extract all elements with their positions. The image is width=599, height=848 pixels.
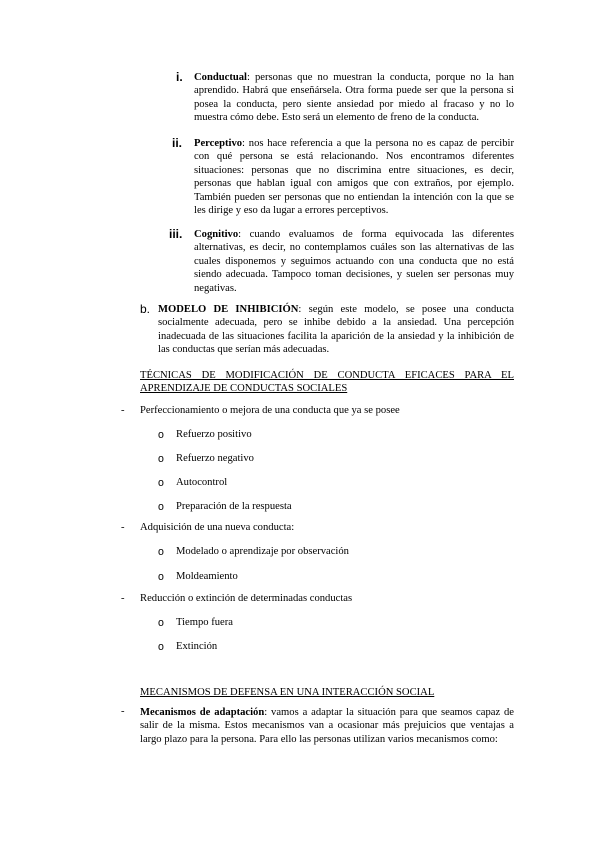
paragraph-perceptivo (194, 137, 514, 217)
bullet-marker: o (158, 477, 164, 489)
bullet-marker: o (158, 617, 164, 629)
list-item: Refuerzo positivo (176, 429, 252, 440)
bullet-marker: o (158, 571, 164, 583)
list-marker-ii: ii. (172, 136, 183, 150)
text-conductual: : personas que no muestran la conducta, porque no la han aprendido. Habrá que enseñársela. Otra forma puede ser que la persona si posea la conducta, pero siente ansiedad por miedo al fracaso y no lo muestra cómo debe. Esto será un elemento de freno de la conducta. (194, 72, 514, 124)
list-item: Preparación de la respuesta (176, 501, 292, 512)
bullet-marker: o (158, 501, 164, 513)
list-marker-b: b. (140, 302, 151, 316)
list-marker-iii: iii. (169, 227, 183, 241)
heading-mecanismos: MECANISMOS DE DEFENSA EN UNA INTERACCIÓN SOCIAL (140, 687, 435, 698)
term-modelo-inhibicion: MODELO DE INHIBICIÓN (158, 304, 299, 315)
list-item: Modelado o aprendizaje por observación (176, 546, 349, 557)
term-perceptivo: Perceptivo (194, 138, 243, 149)
text-perceptivo: : nos hace referencia a que la persona no es capaz de percibir con qué persona se está relacionando. Nos encontramos diferentes situaciones: personas que no discrimina entre situaciones, es decir, personas que hablan igual con amigos que con extraños, por ejemplo. También pueden ser personas que no entiendan la intención con la que se les dirige y eso da lugar a errores perceptivos. (194, 138, 514, 217)
text-modelo-inhibicion: : según este modelo, se posee una conducta socialmente adecuada, pero se inhibe debido a la ansiedad. Una percepción inadecuada de las situaciones facilita la aparición de la ansiedad y la inhibición de las conductas que serían más adecuadas. (158, 304, 515, 356)
group-title-adquisicion: Adquisición de una nueva conducta: (140, 522, 295, 533)
term-cognitivo: Cognitivo (194, 229, 239, 240)
dash-marker: - (121, 593, 125, 604)
list-item: Refuerzo negativo (176, 453, 254, 464)
list-marker-i: i. (176, 70, 183, 84)
list-item: Autocontrol (176, 477, 228, 488)
paragraph-mecanismos-adaptacion (140, 706, 514, 746)
term-conductual: Conductual (194, 72, 247, 83)
text-cognitivo: : cuando evaluamos de forma equivocada las diferentes alternativas, es decir, no contemplamos cuáles son las alternativas de las cuales disponemos y seguimos actuando con una conducta que no está siendo adecuada. Tampoco toman decisiones, y suelen ser personas muy negativas. (194, 229, 514, 294)
text-mecanismos-adaptacion: : vamos a adaptar la situación para que seamos capaz de salir de la misma. Estos mecanismos van a ocasionar más prejuicios que ventajas a largo plazo para la persona. Para ello las personas utilizan varios mecanismos como: (140, 707, 514, 745)
dash-marker: - (121, 522, 125, 533)
dash-marker: - (121, 706, 125, 717)
list-item: Extinción (176, 641, 218, 652)
list-item: Moldeamiento (176, 571, 238, 582)
group-title-reduccion: Reducción o extinción de determinadas conductas (140, 593, 353, 604)
bullet-marker: o (158, 429, 164, 441)
group-title-perfeccionamiento: Perfeccionamiento o mejora de una conducta que ya se posee (140, 405, 400, 416)
dash-marker: - (121, 405, 125, 416)
paragraph-modelo-inhibicion (158, 303, 514, 357)
bullet-marker: o (158, 641, 164, 653)
list-item: Tiempo fuera (176, 617, 233, 628)
bullet-marker: o (158, 546, 164, 558)
paragraph-cognitivo (194, 228, 514, 295)
paragraph-conductual (194, 71, 514, 125)
heading-tecnicas: TÉCNICAS DE MODIFICACIÓN DE CONDUCTA EFICACES PARA EL APRENDIZAJE DE CONDUCTAS SOCIALES (140, 370, 514, 394)
bullet-marker: o (158, 453, 164, 465)
term-mecanismos-adaptacion: Mecanismos de adaptación (140, 707, 265, 718)
